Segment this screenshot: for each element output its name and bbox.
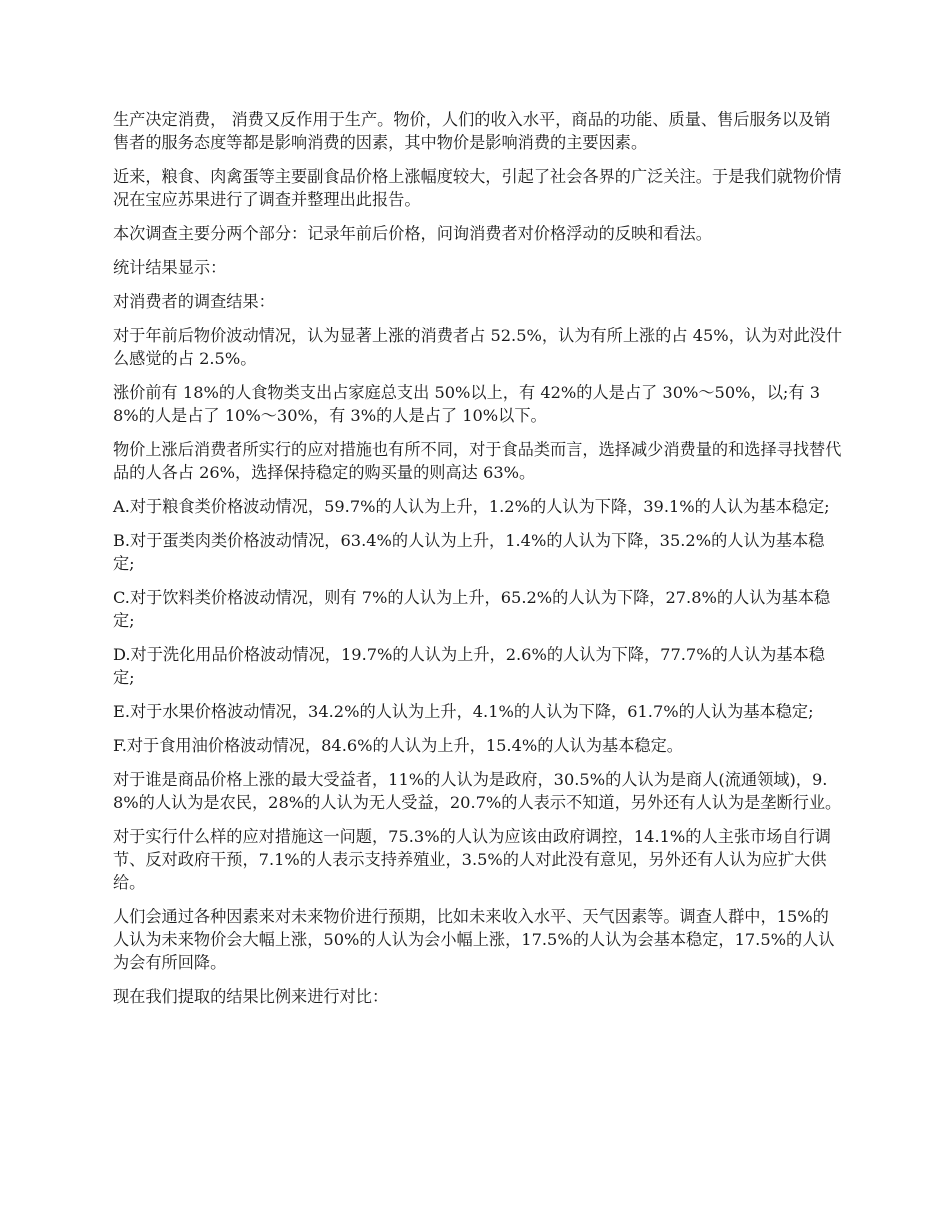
paragraph-item-a-grain: A.对于粮食类价格波动情况，59.7%的人认为上升，1.2%的人认为下降，39.1%的人认为基本稳定; [113,497,830,516]
paragraph-comparison-intro: 现在我们提取的结果比例来进行对比： [113,987,389,1006]
paragraph-background: 近来，粮食、肉禽蛋等主要副食品价格上涨幅度较大，引起了社会各界的广泛关注。于是我们就物价情况在宝应苏果进行了调查并整理出此报告。 [113,167,842,209]
paragraph-coping-measures: 物价上涨后消费者所实行的应对措施也有所不同，对于食品类而言，选择减少消费量的和选择寻找替代品的人各占 26%，选择保持稳定的购买量的则高达 63%。 [113,440,842,482]
paragraph-price-perception: 对于年前后物价波动情况，认为显著上涨的消费者占 52.5%，认为有所上涨的占 45%，认为对此没什么感觉的占 2.5%。 [113,326,843,368]
paragraph-results-heading: 统计结果显示： [113,258,227,277]
paragraph-item-b-eggs-meat: B.对于蛋类肉类价格波动情况，63.4%的人认为上升，1.4%的人认为下降，35.2%的人认为基本稳定; [113,531,825,573]
paragraph-survey-scope: 本次调查主要分两个部分：记录年前后价格，问询消费者对价格浮动的反映和看法。 [113,224,712,243]
paragraph-item-e-fruit: E.对于水果价格波动情况，34.2%的人认为上升，4.1%的人认为下降，61.7%的人认为基本稳定; [113,702,814,721]
paragraph-expectations: 人们会通过各种因素来对未来物价进行预期，比如未来收入水平、天气因素等。调查人群中，15%的人认为未来物价会大幅上涨，50%的人认为会小幅上涨，17.5%的人认为会基本稳定，17.5%的人认为会有所回降。 [113,907,835,972]
paragraph-consumer-results-heading: 对消费者的调查结果： [113,292,275,311]
paragraph-food-spending: 涨价前有 18%的人食物类支出占家庭总支出 50%以上，有 42%的人是占了 30%～50%，以;有 38%的人是占了 10%～30%，有 3%的人是占了 10%以下。 [113,383,820,425]
paragraph-countermeasures: 对于实行什么样的应对措施这一问题，75.3%的人认为应该由政府调控，14.1%的人主张市场自行调节、反对政府干预，7.1%的人表示支持养殖业，3.5%的人对此没有意见，另外还有人认为应扩大供给。 [113,827,831,892]
paragraph-item-d-toiletries: D.对于洗化用品价格波动情况，19.7%的人认为上升，2.6%的人认为下降，77.7%的人认为基本稳定; [113,645,825,687]
paragraph-item-f-oil: F.对于食用油价格波动情况，84.6%的人认为上升，15.4%的人认为基本稳定。 [113,736,683,755]
document-body [113,108,843,1019]
paragraph-intro: 生产决定消费， 消费又反作用于生产。物价，人们的收入水平，商品的功能、质量、售后服务以及销售者的服务态度等都是影响消费的因素，其中物价是影响消费的主要因素。 [113,110,831,152]
paragraph-item-c-beverages: C.对于饮料类价格波动情况，则有 7%的人认为上升，65.2%的人认为下降，27.8%的人认为基本稳定; [113,588,831,630]
paragraph-beneficiaries: 对于谁是商品价格上涨的最大受益者，11%的人认为是政府，30.5%的人认为是商人(流通领域)，9.8%的人认为是农民，28%的人认为无人受益，20.7%的人表示不知道，另外还有人认为是垄断行业。 [113,770,842,812]
